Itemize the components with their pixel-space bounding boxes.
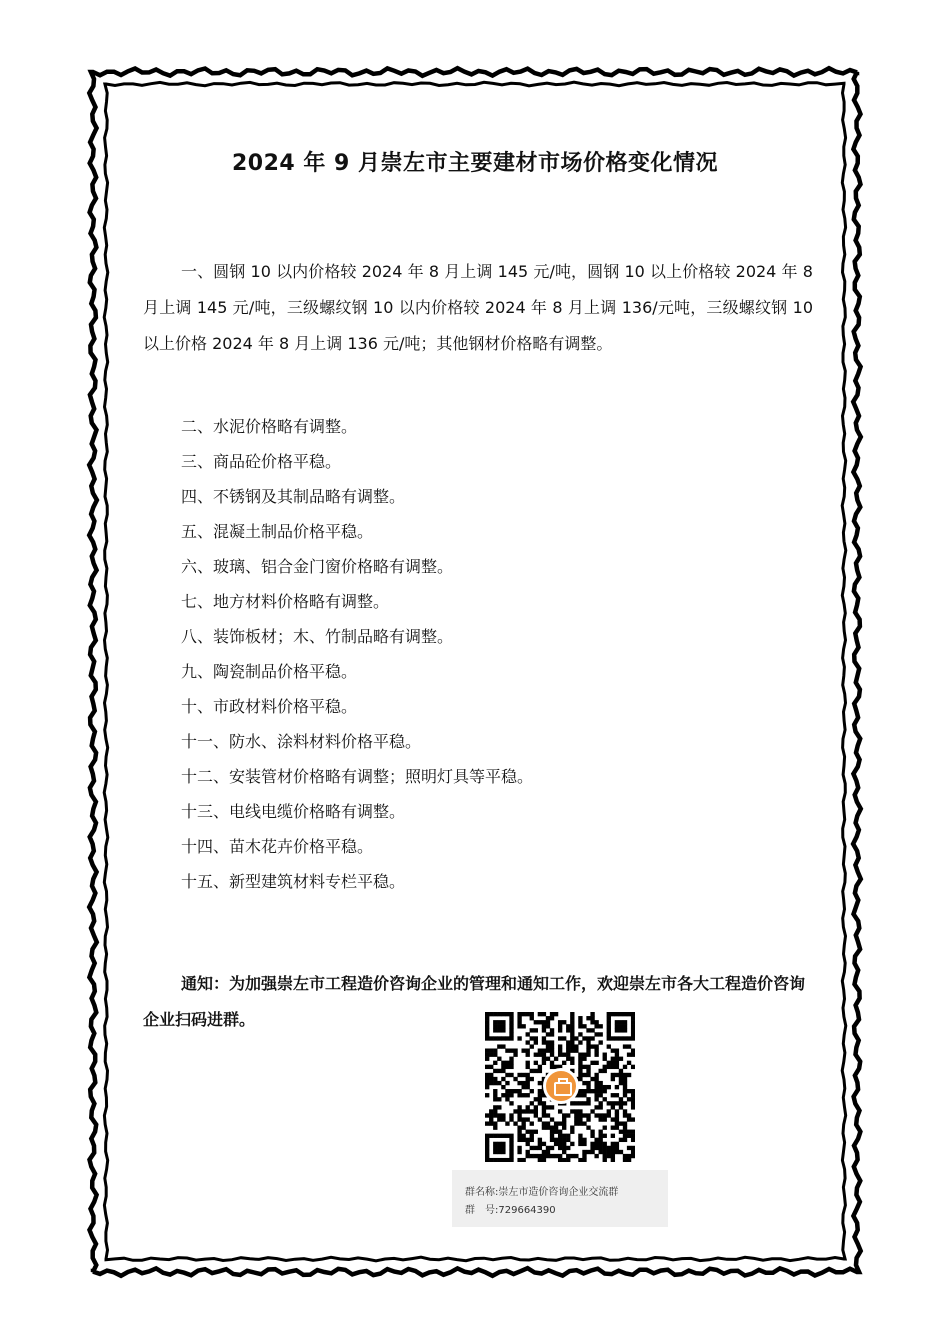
list-item: 六、玻璃、铝合金门窗价格略有调整。	[181, 557, 454, 576]
list-item: 十一、防水、涂料材料价格平稳。	[181, 732, 422, 751]
briefcase-icon	[543, 1068, 579, 1104]
material-price-list	[181, 409, 533, 899]
list-item: 十三、电线电缆价格略有调整。	[181, 802, 406, 821]
list-item: 十、市政材料价格平稳。	[181, 697, 358, 716]
list-item: 七、地方材料价格略有调整。	[181, 592, 390, 611]
list-item: 四、不锈钢及其制品略有调整。	[181, 487, 406, 506]
list-item: 十四、苗木花卉价格平稳。	[181, 837, 374, 856]
list-item: 二、水泥价格略有调整。	[181, 417, 358, 436]
notice-paragraph: 通知：为加强崇左市工程造价咨询企业的管理和通知工作，欢迎崇左市各大工程造价咨询企业扫码进群。	[143, 974, 806, 1029]
group-id-text: 群 号:729664390	[465, 1205, 556, 1216]
page-title: 2024 年 9 月崇左市主要建材市场价格变化情况	[231, 151, 719, 176]
list-item: 八、装饰板材；木、竹制品略有调整。	[181, 627, 454, 646]
list-item: 十五、新型建筑材料专栏平稳。	[181, 872, 406, 891]
list-item: 三、商品砼价格平稳。	[181, 452, 342, 471]
group-info-box	[452, 1170, 668, 1227]
list-item: 十二、安装管材价格略有调整；照明灯具等平稳。	[181, 767, 534, 786]
list-item: 九、陶瓷制品价格平稳。	[181, 662, 358, 681]
group-name-text: 群名称:崇左市造价咨询企业交流群	[465, 1187, 619, 1198]
list-item: 五、混凝土制品价格平稳。	[181, 522, 374, 541]
section-steel-paragraph: 一、圆钢 10 以内价格较 2024 年 8 月上调 145 元/吨，圆钢 10 以上价格较 2024 年 8 月上调 145 元/吨，三级螺纹钢 10 以内价格较 2024 年 8 月上调 136/元吨，三级螺纹钢 10 以上价格 2024 年 8 月上调 136 元/吨；其他钢材价格略有调整。	[143, 262, 813, 353]
